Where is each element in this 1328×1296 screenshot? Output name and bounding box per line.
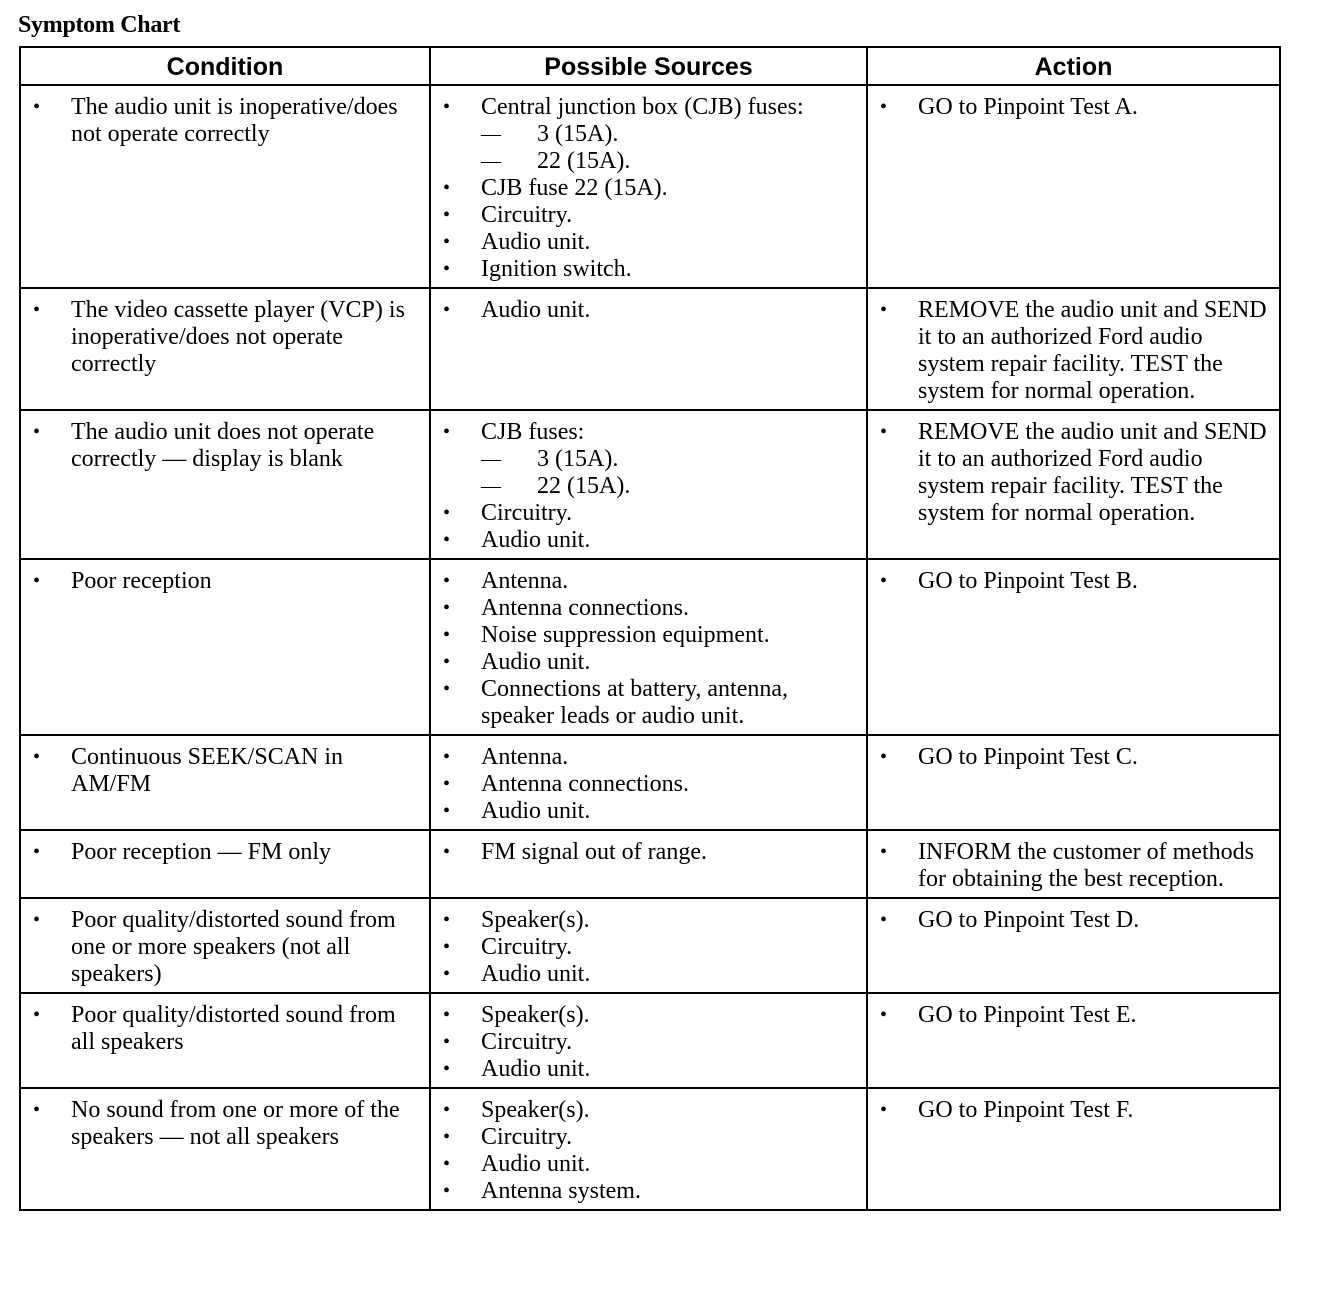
condition-cell [20, 288, 430, 410]
sources-cell [430, 85, 867, 288]
sources-list [437, 1097, 860, 1205]
source-text: CJB fuses: [481, 419, 585, 445]
fuse-sub-item: — 3 (15A). [481, 121, 860, 148]
source-item [437, 1178, 860, 1205]
condition-list [27, 419, 423, 473]
action-text: • REMOVE the audio unit and SEND it to an authorized Ford audio system repair facility. TEST the system for normal operation. [874, 419, 1273, 527]
source-text: Noise suppression equipment. [481, 622, 770, 648]
sources-cell [430, 410, 867, 559]
table-row [20, 1088, 1280, 1210]
fuse-sub-item: — 22 (15A). [481, 148, 860, 175]
source-item [437, 1151, 860, 1178]
action-cell [867, 1088, 1280, 1210]
source-item [437, 419, 860, 500]
source-item [437, 1124, 860, 1151]
action-list [874, 94, 1273, 121]
source-text: Antenna connections. [481, 771, 689, 797]
action-text: • INFORM the customer of methods for obtaining the best reception. [874, 839, 1273, 893]
condition-list [27, 907, 423, 988]
condition-cell [20, 898, 430, 993]
action-text: • REMOVE the audio unit and SEND it to an authorized Ford audio system repair facility. TEST the system for normal operation. [874, 297, 1273, 405]
source-item [437, 94, 860, 175]
source-item [437, 839, 860, 866]
source-text: Circuitry. [481, 1124, 573, 1150]
source-text: Circuitry. [481, 1029, 573, 1055]
sources-list [437, 1002, 860, 1083]
source-item [437, 595, 860, 622]
condition-cell [20, 993, 430, 1088]
column-header-sources: Possible Sources [430, 47, 867, 85]
table-body [20, 85, 1280, 1210]
action-text: • GO to Pinpoint Test C. [874, 744, 1273, 771]
source-item [437, 798, 860, 825]
source-item [437, 676, 860, 730]
condition-text: • The video cassette player (VCP) is inoperative/does not operate correctly [27, 297, 423, 378]
source-text: Speaker(s). [481, 907, 590, 933]
action-cell [867, 288, 1280, 410]
source-item [437, 771, 860, 798]
action-cell [867, 735, 1280, 830]
source-item [437, 568, 860, 595]
source-item [437, 622, 860, 649]
action-cell [867, 410, 1280, 559]
source-item [437, 744, 860, 771]
source-text: Ignition switch. [481, 256, 632, 282]
condition-text: • Poor reception [27, 568, 423, 595]
page-title: Symptom Chart [18, 12, 181, 38]
source-text: Antenna. [481, 568, 569, 594]
action-list [874, 744, 1273, 771]
sources-cell [430, 1088, 867, 1210]
sources-cell [430, 288, 867, 410]
fuse-sub-item: — 3 (15A). [481, 446, 860, 473]
condition-list [27, 839, 423, 866]
sources-cell [430, 993, 867, 1088]
condition-cell [20, 410, 430, 559]
table-row [20, 993, 1280, 1088]
action-text: • GO to Pinpoint Test A. [874, 94, 1273, 121]
table-row [20, 410, 1280, 559]
action-text: • GO to Pinpoint Test F. [874, 1097, 1273, 1124]
source-text: Audio unit. [481, 229, 591, 255]
condition-list [27, 568, 423, 595]
condition-text: • Poor quality/distorted sound from all speakers [27, 1002, 423, 1056]
condition-text: • The audio unit does not operate correctly — display is blank [27, 419, 423, 473]
source-text: Speaker(s). [481, 1097, 590, 1123]
action-list [874, 419, 1273, 527]
action-cell [867, 993, 1280, 1088]
table-row [20, 559, 1280, 735]
source-text: Antenna. [481, 744, 569, 770]
action-text: • GO to Pinpoint Test B. [874, 568, 1273, 595]
action-list [874, 297, 1273, 405]
source-text: Audio unit. [481, 297, 591, 323]
condition-cell [20, 830, 430, 898]
source-item [437, 256, 860, 283]
source-text: Antenna system. [481, 1178, 641, 1204]
table-row [20, 735, 1280, 830]
table-header-row [20, 47, 1280, 85]
action-cell [867, 898, 1280, 993]
source-text: Audio unit. [481, 527, 591, 553]
sources-list [437, 744, 860, 825]
condition-text: • Poor reception — FM only [27, 839, 423, 866]
source-item [437, 229, 860, 256]
condition-cell [20, 85, 430, 288]
condition-text: • No sound from one or more of the speakers — not all speakers [27, 1097, 423, 1151]
source-text: Audio unit. [481, 649, 591, 675]
source-item [437, 500, 860, 527]
source-text: Connections at battery, antenna, speaker leads or audio unit. [481, 676, 789, 729]
table-row [20, 288, 1280, 410]
source-item [437, 202, 860, 229]
source-text: Antenna connections. [481, 595, 689, 621]
source-item [437, 1029, 860, 1056]
condition-text: • Continuous SEEK/SCAN in AM/FM [27, 744, 423, 798]
source-item [437, 297, 860, 324]
fuse-sublist [481, 446, 860, 500]
source-text: Audio unit. [481, 1056, 591, 1082]
source-item [437, 1056, 860, 1083]
fuse-sub-item: — 22 (15A). [481, 473, 860, 500]
sources-cell [430, 830, 867, 898]
source-item [437, 175, 860, 202]
action-cell [867, 559, 1280, 735]
sources-list [437, 568, 860, 730]
action-cell [867, 85, 1280, 288]
table-row [20, 898, 1280, 993]
source-item [437, 934, 860, 961]
source-text: Audio unit. [481, 798, 591, 824]
condition-text: • Poor quality/distorted sound from one or more speakers (not all speakers) [27, 907, 423, 988]
sources-list [437, 94, 860, 283]
condition-list [27, 1097, 423, 1151]
source-item [437, 907, 860, 934]
source-item [437, 1002, 860, 1029]
action-list [874, 1097, 1273, 1124]
source-text: Circuitry. [481, 934, 573, 960]
sources-list [437, 907, 860, 988]
source-text: Audio unit. [481, 961, 591, 987]
condition-cell [20, 735, 430, 830]
action-cell [867, 830, 1280, 898]
condition-cell [20, 1088, 430, 1210]
source-text: FM signal out of range. [481, 839, 707, 865]
action-list [874, 839, 1273, 893]
sources-cell [430, 898, 867, 993]
condition-list [27, 297, 423, 378]
action-text: • GO to Pinpoint Test D. [874, 907, 1273, 934]
action-text: • GO to Pinpoint Test E. [874, 1002, 1273, 1029]
action-list [874, 907, 1273, 934]
source-text: Speaker(s). [481, 1002, 590, 1028]
source-text: Central junction box (CJB) fuses: [481, 94, 804, 120]
condition-text: • The audio unit is inoperative/does not operate correctly [27, 94, 423, 148]
table-row [20, 85, 1280, 288]
source-item [437, 1097, 860, 1124]
source-item [437, 961, 860, 988]
condition-list [27, 1002, 423, 1056]
sources-cell [430, 735, 867, 830]
column-header-action: Action [867, 47, 1280, 85]
action-list [874, 1002, 1273, 1029]
sources-list [437, 297, 860, 324]
symptom-table [19, 46, 1281, 1211]
sources-list [437, 419, 860, 554]
source-item [437, 649, 860, 676]
sources-cell [430, 559, 867, 735]
table-row [20, 830, 1280, 898]
source-text: Circuitry. [481, 202, 573, 228]
condition-list [27, 744, 423, 798]
fuse-sublist [481, 121, 860, 175]
source-item [437, 527, 860, 554]
condition-list [27, 94, 423, 148]
condition-cell [20, 559, 430, 735]
source-text: CJB fuse 22 (15A). [481, 175, 668, 201]
column-header-condition: Condition [20, 47, 430, 85]
sources-list [437, 839, 860, 866]
source-text: Audio unit. [481, 1151, 591, 1177]
action-list [874, 568, 1273, 595]
source-text: Circuitry. [481, 500, 573, 526]
